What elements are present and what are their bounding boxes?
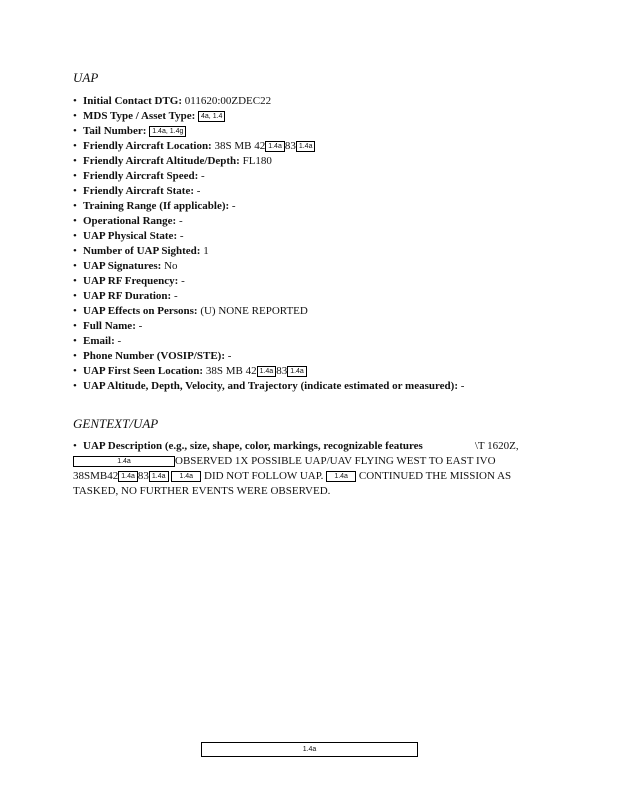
redaction-box: 1.4a bbox=[296, 141, 316, 152]
field-label: Friendly Aircraft Speed: bbox=[83, 170, 199, 182]
field-label: Training Range (If applicable): bbox=[83, 200, 230, 212]
field-uap-first-seen-location bbox=[73, 364, 593, 379]
field-label: Operational Range: bbox=[83, 215, 177, 227]
field-value: - bbox=[231, 200, 236, 212]
field-operational-range bbox=[73, 214, 593, 229]
field-uap-altitude-trajectory bbox=[73, 379, 593, 394]
field-label: MDS Type / Asset Type: bbox=[83, 110, 196, 122]
field-value-mid: 83 bbox=[276, 365, 288, 377]
description-text: OBSERVED 1X POSSIBLE UAP/UAV FLYING WEST TO EAST IVO bbox=[175, 455, 496, 467]
field-uap-signatures bbox=[73, 259, 593, 274]
field-label: Phone Number (VOSIP/STE): bbox=[83, 350, 225, 362]
field-number-uap-sighted bbox=[73, 244, 593, 259]
redaction-box: 1.4a bbox=[118, 471, 138, 482]
field-value: - bbox=[179, 230, 184, 242]
field-uap-effects-on-persons bbox=[73, 304, 593, 319]
field-value: - bbox=[196, 185, 201, 197]
redaction-box: 1.4a bbox=[287, 366, 307, 377]
field-value: - bbox=[138, 320, 143, 332]
field-uap-rf-frequency bbox=[73, 274, 593, 289]
description-line-3 bbox=[73, 469, 543, 484]
field-phone-number bbox=[73, 349, 593, 364]
field-initial-contact-dtg bbox=[73, 94, 593, 109]
redaction-box: 1.4a bbox=[171, 471, 201, 482]
uap-field-list bbox=[73, 94, 593, 394]
field-value: 011620:00ZDEC22 bbox=[184, 95, 272, 107]
field-value: - bbox=[460, 380, 465, 392]
field-value: - bbox=[227, 350, 232, 362]
field-label: UAP RF Duration: bbox=[83, 290, 172, 302]
field-email bbox=[73, 334, 593, 349]
description-label: UAP Description (e.g., size, shape, color, markings, recognizable features bbox=[83, 440, 423, 452]
uap-section-title: UAP bbox=[73, 70, 99, 85]
description-text: TASKED, NO FURTHER EVENTS WERE OBSERVED. bbox=[73, 485, 331, 497]
field-label: Friendly Aircraft State: bbox=[83, 185, 194, 197]
description-grid: 38SMB42 bbox=[73, 470, 119, 482]
redaction-box: 1.4a bbox=[73, 456, 175, 467]
field-value: FL180 bbox=[242, 155, 272, 167]
description-line-2 bbox=[73, 454, 543, 469]
uap-description bbox=[73, 439, 543, 499]
field-label: UAP Physical State: bbox=[83, 230, 178, 242]
redaction-box: 1.4a bbox=[257, 366, 277, 377]
field-label: UAP First Seen Location: bbox=[83, 365, 204, 377]
field-training-range bbox=[73, 199, 593, 214]
field-value: 38S MB 42 bbox=[205, 365, 257, 377]
field-label: Full Name: bbox=[83, 320, 136, 332]
field-label: UAP RF Frequency: bbox=[83, 275, 179, 287]
field-label: UAP Signatures: bbox=[83, 260, 162, 272]
field-value: - bbox=[201, 170, 205, 182]
field-value: - bbox=[178, 215, 183, 227]
redaction-box: 1.4a bbox=[326, 471, 356, 482]
field-label: Email: bbox=[83, 335, 115, 347]
description-text: DID NOT FOLLOW UAP. bbox=[204, 470, 324, 482]
field-uap-rf-duration bbox=[73, 289, 593, 304]
field-uap-physical-state bbox=[73, 229, 593, 244]
field-label: Number of UAP Sighted: bbox=[83, 245, 201, 257]
field-label: Friendly Aircraft Location: bbox=[83, 140, 212, 152]
field-value: - bbox=[117, 335, 122, 347]
field-value-mid: 83 bbox=[284, 140, 296, 152]
field-tail-number bbox=[73, 124, 593, 139]
field-value: 38S MB 42 bbox=[214, 140, 266, 152]
field-label: Friendly Aircraft Altitude/Depth: bbox=[83, 155, 240, 167]
field-friendly-aircraft-speed bbox=[73, 169, 593, 184]
field-label: Initial Contact DTG: bbox=[83, 95, 182, 107]
field-label: UAP Altitude, Depth, Velocity, and Trajectory (indicate estimated or measured): bbox=[83, 380, 458, 392]
field-label: Tail Number: bbox=[83, 125, 147, 137]
field-value: No bbox=[164, 260, 178, 272]
description-line-4 bbox=[73, 484, 543, 499]
redaction-box: 1.4a bbox=[265, 141, 285, 152]
field-value: 1 bbox=[203, 245, 209, 257]
field-value: (U) NONE REPORTED bbox=[200, 305, 308, 317]
description-grid-mid: 83 bbox=[137, 470, 149, 482]
field-friendly-aircraft-location bbox=[73, 139, 593, 154]
description-time: \T 1620Z, bbox=[474, 440, 519, 452]
field-friendly-aircraft-altitude bbox=[73, 154, 593, 169]
gentext-section-title: GENTEXT/UAP bbox=[73, 416, 159, 431]
redaction-box: 1.4a, 1.4g bbox=[149, 126, 186, 137]
field-mds-type bbox=[73, 109, 593, 124]
field-full-name bbox=[73, 319, 593, 334]
footer-redaction-box: 1.4a bbox=[201, 742, 418, 757]
field-value: - bbox=[181, 275, 185, 287]
redaction-box: 4a, 1.4 bbox=[198, 111, 225, 122]
field-friendly-aircraft-state bbox=[73, 184, 593, 199]
description-text: CONTINUED THE MISSION AS bbox=[358, 470, 512, 482]
field-label: UAP Effects on Persons: bbox=[83, 305, 198, 317]
redaction-box: 1.4a bbox=[149, 471, 169, 482]
description-line-1 bbox=[73, 439, 543, 454]
field-value: - bbox=[173, 290, 178, 302]
